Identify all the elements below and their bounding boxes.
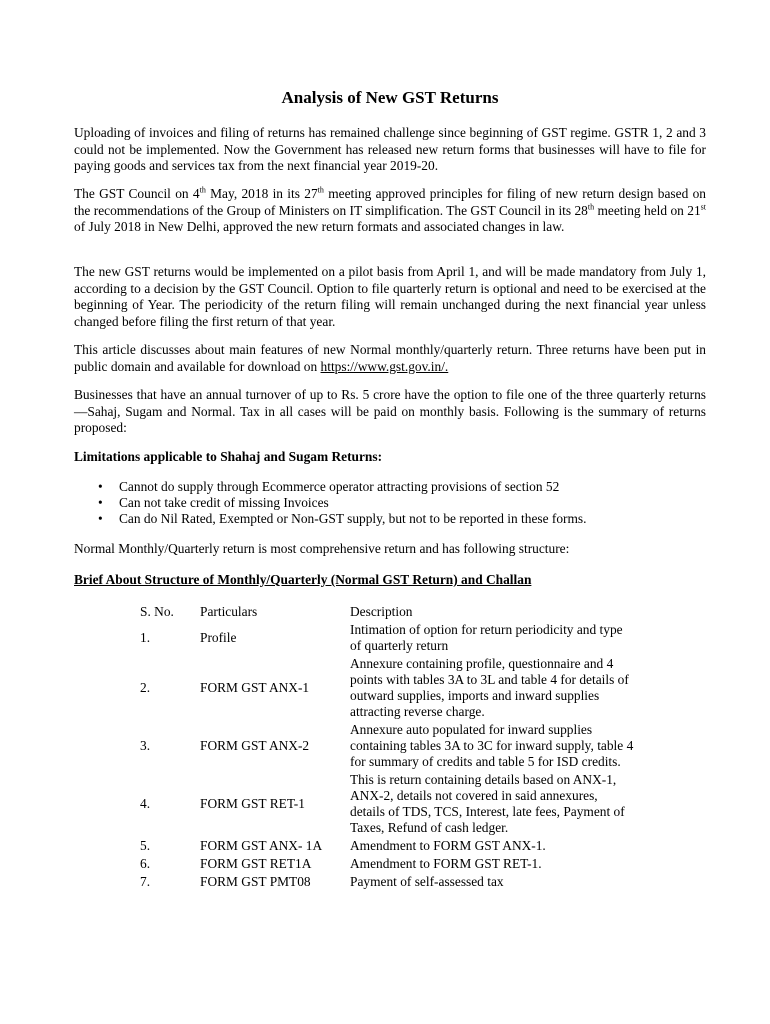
table-cell: Payment of self-assessed tax [350,874,504,889]
table-row [140,837,635,855]
table-cell: 6. [140,856,151,871]
table-cell: FORM GST ANX-1 [200,680,310,695]
table-cell: 3. [140,738,151,753]
text-segment: of July 2018 in New Delhi, approved the new return formats and associated changes in law. [74,219,565,234]
table-cell: Amendment to FORM GST RET-1. [350,856,542,871]
structure-heading: Brief About Structure of Monthly/Quarterly (Normal GST Return) and Challan [74,572,532,587]
table-cell: Annexure auto populated for inward supplies containing tables 3A to 3C for inward supply, table 4 for summary of credits and table 5 for ISD credits. [350,722,634,769]
table-cell: FORM GST RET1A [200,856,312,871]
bullet-icon: • [98,479,103,494]
list-item [74,479,586,495]
paragraph-structure: Normal Monthly/Quarterly return is most comprehensive return and has following structure: [74,541,570,556]
table-row [140,771,635,837]
table-row [140,873,635,891]
table-cell: Intimation of option for return periodicity and type of quarterly return [350,622,623,653]
table-cell: 5. [140,838,151,853]
superscript: th [199,185,206,195]
bullet-icon: • [98,511,103,526]
paragraph-pilot-basis: The new GST returns would be implemented on a pilot basis from April 1, and will be made mandatory from July 1, according to a decision by the GST Council. Option to file quarterly return is optional and need to be exercised at the beginning of Year. The periodicity of the return filing will remain unchanged during the next financial year unless changed before filing the first return of that year. [74,264,706,329]
paragraph-article [74,342,706,375]
text-segment: meeting approved principles for filing of new return design based on the recommendations of the Group of Ministers on IT simplification. The GST Council in its 28 [74,186,706,218]
document-title: Analysis of New GST Returns [281,88,499,107]
superscript: st [700,202,706,212]
table-row [140,621,635,655]
table-header-row [140,603,635,621]
table-cell: 2. [140,680,151,695]
text-segment: meeting held on 21 [594,202,701,218]
column-header: Particulars [200,604,258,619]
table-cell: 7. [140,874,151,889]
table-cell: FORM GST RET-1 [200,796,305,811]
table-cell: FORM GST ANX- 1A [200,838,323,853]
superscript: th [317,185,324,195]
table-cell: 4. [140,796,151,811]
table-row [140,855,635,873]
paragraph-intro: Uploading of invoices and filing of returns has remained challenge since beginning of GST regime. GSTR 1, 2 and 3 could not be implemented. Now the Government has released new return forms that businesses will have to file for paying goods and services tax from the next financial year 2019-20. [74,125,706,173]
text-segment: The GST Council on 4 [74,186,200,201]
superscript: th [587,202,595,212]
paragraph-turnover: Businesses that have an annual turnover of up to Rs. 5 crore have the option to file one of the three quarterly returns—Sahaj, Sugam and Normal. Tax in all cases will be paid on monthly basis. Following is the summary of returns proposed: [74,387,706,435]
table-cell: 1. [140,630,151,645]
list-item-text: Can do Nil Rated, Exempted or Non-GST supply, but not to be reported in these forms. [119,511,587,526]
text-segment: May, 2018 in its 27 [205,186,318,201]
bullet-icon: • [98,495,103,510]
column-header: Description [350,604,413,619]
table-cell: FORM GST ANX-2 [200,738,310,753]
table-row [140,655,635,721]
limitations-heading: Limitations applicable to Shahaj and Sugam Returns: [74,449,383,464]
table-cell: Amendment to FORM GST ANX-1. [350,838,546,853]
column-header: S. No. [140,604,174,619]
limitations-list [74,479,586,527]
list-item-text: Can not take credit of missing Invoices [119,495,329,510]
returns-table [140,603,635,891]
list-item-text: Cannot do supply through Ecommerce operator attracting provisions of section 52 [119,479,560,494]
text-segment: This article discusses about main features of new Normal monthly/quarterly return. Three returns have been put in public domain and available for download on [74,342,706,374]
table-cell: FORM GST PMT08 [200,874,311,889]
paragraph-gst-council [74,186,706,236]
gst-portal-link[interactable]: https://www.gst.gov.in/. [320,358,449,374]
table-cell: Profile [200,630,237,645]
table-row [140,721,635,771]
list-item [74,495,586,511]
table-cell: Annexure containing profile, questionnaire and 4 points with tables 3A to 3L and table 4 for details of outward supplies, imports and inward supplies attracting reverse charge. [350,656,629,719]
list-item [74,511,586,527]
table-cell: This is return containing details based on ANX-1, ANX-2, details not covered in said annexures, details of TDS, TCS, Interest, late fees, Payment of Taxes, Refund of cash ledger. [350,772,625,835]
